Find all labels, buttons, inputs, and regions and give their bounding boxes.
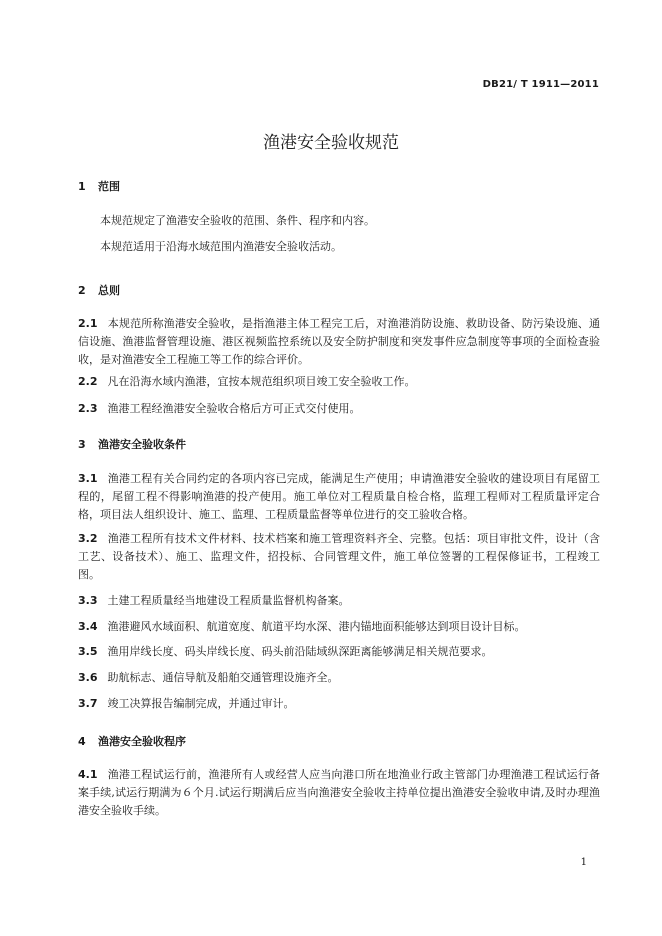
clause-number: 3.7 xyxy=(78,697,98,710)
section-heading-3 xyxy=(78,436,186,452)
clause-3-2 xyxy=(78,530,600,584)
document-title: 渔港安全验收规范 xyxy=(263,133,399,153)
page-number: 1 xyxy=(580,857,587,868)
clause-number: 2.2 xyxy=(78,375,98,388)
clause-text: 本规范所称渔港安全验收，是指渔港主体工程完工后，对渔港消防设施、救助设备、防污染设施、通信设施、渔港监督管理设施、港区视频监控系统以及安全防护制度和突发事件应急制度等事项的全面检查验收，是对渔港安全工程施工等工作的综合评价。 xyxy=(78,317,600,366)
clause-text: 渔港工程有关合同约定的各项内容已完成，能满足生产使用；申请渔港安全验收的建设项目有尾留工程的，尾留工程不得影响渔港的投产使用。施工单位对工程质量自检合格，监理工程师对工程质量评定合格，项目法人组织设计、施工、监理、工程质量监督等单位进行的交工验收合格。 xyxy=(78,472,600,521)
section-number: 3 xyxy=(78,438,86,451)
clause-number: 4.1 xyxy=(78,768,98,781)
paragraph: 本规范规定了渔港安全验收的范围、条件、程序和内容。 xyxy=(100,214,375,227)
section-heading-1 xyxy=(78,178,120,194)
clause-3-5 xyxy=(78,643,600,661)
clause-text: 渔用岸线长度、码头岸线长度、码头前沿陆域纵深距离能够满足相关规范要求。 xyxy=(107,645,493,658)
clause-number: 3.3 xyxy=(78,594,98,607)
section-title: 渔港安全验收条件 xyxy=(98,438,186,451)
clause-2-2 xyxy=(78,373,600,391)
section-title: 总则 xyxy=(98,284,120,297)
section-number: 1 xyxy=(78,180,86,193)
section-number: 4 xyxy=(78,735,86,748)
section-title: 范围 xyxy=(98,180,120,193)
clause-number: 3.2 xyxy=(78,532,98,545)
clause-3-4 xyxy=(78,618,600,636)
clause-number: 2.1 xyxy=(78,317,98,330)
clause-3-7 xyxy=(78,695,600,713)
clause-number: 3.6 xyxy=(78,671,98,684)
clause-4-1 xyxy=(78,766,600,820)
clause-text: 助航标志、通信导航及船舶交通管理设施齐全。 xyxy=(107,671,339,684)
clause-text: 凡在沿海水域内渔港，宜按本规范组织项目竣工安全验收工作。 xyxy=(107,375,416,388)
clause-3-6 xyxy=(78,669,600,687)
clause-3-1 xyxy=(78,470,600,524)
clause-number: 3.4 xyxy=(78,620,98,633)
clause-text: 土建工程质量经当地建设工程质量监督机构备案。 xyxy=(107,594,350,607)
section-number: 2 xyxy=(78,284,86,297)
clause-number: 3.1 xyxy=(78,472,98,485)
clause-2-1 xyxy=(78,315,600,369)
clause-2-3 xyxy=(78,400,600,418)
standard-code: DB21/ T 1911—2011 xyxy=(482,79,599,90)
section-heading-4 xyxy=(78,733,186,749)
clause-number: 2.3 xyxy=(78,402,98,415)
clause-text: 渔港工程所有技术文件材料、技术档案和施工管理资料齐全、完整。包括：项目审批文件，设计（含工艺、设备技术）、施工、监理文件，招投标、合同管理文件，施工单位签署的工程保修证书，工程竣工图。 xyxy=(78,532,600,581)
clause-text: 竣工决算报告编制完成，并通过审计。 xyxy=(107,697,295,710)
section-heading-2 xyxy=(78,282,120,298)
clause-text: 渔港工程经渔港安全验收合格后方可正式交付使用。 xyxy=(107,402,361,415)
section-title: 渔港安全验收程序 xyxy=(98,735,186,748)
clause-number: 3.5 xyxy=(78,645,98,658)
clause-text: 渔港工程试运行前，渔港所有人或经营人应当向港口所在地渔业行政主管部门办理渔港工程试运行备案手续,试运行期满为６个月.试运行期满后应当向渔港安全验收主持单位提出渔港安全验收申请,及时办理渔港安全验收手续。 xyxy=(78,768,600,817)
clause-3-3 xyxy=(78,592,600,610)
paragraph: 本规范适用于沿海水域范围内渔港安全验收活动。 xyxy=(100,240,342,253)
clause-text: 渔港避风水域面积、航道宽度、航道平均水深、港内锚地面积能够达到项目设计目标。 xyxy=(107,620,526,633)
